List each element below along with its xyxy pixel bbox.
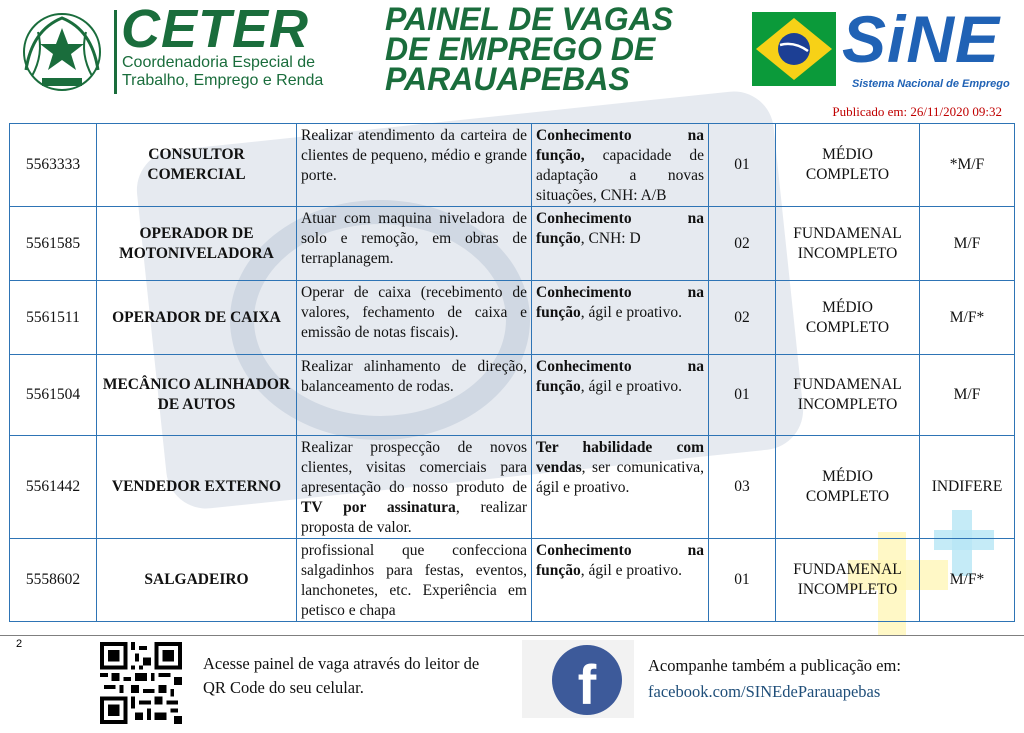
job-education: FUNDAMENAL INCOMPLETO — [776, 207, 920, 281]
job-code: 5561585 — [10, 207, 97, 281]
job-education: MÉDIO COMPLETO — [776, 124, 920, 207]
table-row — [10, 355, 1015, 436]
job-requirements-bold: Ter habilidade com vendas — [536, 439, 704, 476]
job-requirements-bold: Conhecimento na função — [536, 210, 704, 247]
published-date: Publicado em: 26/11/2020 09:32 — [832, 104, 1002, 119]
job-quantity: 02 — [709, 207, 776, 281]
table-row — [10, 436, 1015, 539]
job-description — [297, 436, 532, 539]
job-requirements-bold: Conhecimento na função — [536, 284, 704, 321]
header-divider — [114, 10, 117, 94]
job-education: MÉDIO COMPLETO — [776, 281, 920, 355]
job-requirements-rest: , ágil e proativo. — [580, 562, 682, 579]
job-education: MÉDIO COMPLETO — [776, 436, 920, 539]
job-title: SALGADEIRO — [97, 539, 297, 622]
job-sex: INDIFERE — [920, 436, 1015, 539]
job-requirements — [532, 539, 709, 622]
job-requirements-rest: , ágil e proativo. — [580, 378, 682, 395]
job-requirements-rest: , ágil e proativo. — [580, 304, 682, 321]
facebook-link[interactable]: facebook.com/SINEdeParauapebas — [648, 682, 881, 701]
job-code: 5561504 — [10, 355, 97, 436]
job-quantity: 01 — [709, 355, 776, 436]
state-seal-icon — [18, 10, 106, 94]
job-quantity: 01 — [709, 124, 776, 207]
page-title-line2: DE EMPREGO DE — [385, 31, 656, 67]
job-requirements — [532, 124, 709, 207]
table-row — [10, 207, 1015, 281]
job-description-bold: TV por assinatura — [301, 499, 456, 516]
job-requirements — [532, 436, 709, 539]
ceter-subtitle-line2: Trabalho, Emprego e Renda — [122, 72, 324, 89]
job-education: FUNDAMENAL INCOMPLETO — [776, 539, 920, 622]
sine-logo-subtitle: Sistema Nacional de Emprego — [852, 78, 1010, 90]
job-sex: *M/F — [920, 124, 1015, 207]
job-requirements-bold: Conhecimento na função — [536, 542, 704, 579]
job-title: CONSULTOR COMERCIAL — [97, 124, 297, 207]
job-requirements-rest: , ser comunicativa, ágil e proativo. — [536, 459, 704, 496]
ceter-subtitle — [122, 54, 323, 90]
job-quantity: 01 — [709, 539, 776, 622]
job-title: VENDEDOR EXTERNO — [97, 436, 297, 539]
job-description: Realizar alinhamento de direção, balanceamento de rodas. — [297, 355, 532, 436]
job-title: MECÂNICO ALINHADOR DE AUTOS — [97, 355, 297, 436]
job-quantity: 03 — [709, 436, 776, 539]
page-title-line1: PAINEL DE VAGAS — [385, 1, 674, 37]
table-row — [10, 124, 1015, 207]
job-description-pre: Realizar prospecção de novos clientes, visitas comerciais para apresentação do nosso produto de — [301, 439, 527, 496]
job-code: 5561511 — [10, 281, 97, 355]
job-requirements-rest: capacidade de adaptação a novas situações, CNH: A/B — [536, 147, 704, 204]
brazil-flag-icon — [752, 12, 836, 86]
ceter-logo-title: CETER — [121, 0, 310, 59]
job-description: Operar de caixa (recebimento de valores, fechamento de caixa e emissão de notas fiscais). — [297, 281, 532, 355]
page-title — [385, 1, 715, 97]
job-quantity: 02 — [709, 281, 776, 355]
page-header — [0, 0, 1024, 120]
job-sex: M/F* — [920, 281, 1015, 355]
job-description: profissional que confecciona salgadinhos para festas, eventos, lanchonetes, etc. Experiência em petisco e chapa — [297, 539, 532, 622]
job-sex: M/F — [920, 355, 1015, 436]
table-row — [10, 539, 1015, 622]
job-code: 5563333 — [10, 124, 97, 207]
job-sex: M/F* — [920, 539, 1015, 622]
job-requirements — [532, 355, 709, 436]
table-row — [10, 281, 1015, 355]
job-title: OPERADOR DE CAIXA — [97, 281, 297, 355]
job-requirements — [532, 281, 709, 355]
job-education: FUNDAMENAL INCOMPLETO — [776, 355, 920, 436]
footer-divider — [0, 635, 1024, 636]
qr-code-icon[interactable] — [100, 642, 182, 724]
sine-logo-title: SiNE — [842, 2, 1001, 76]
job-description: Realizar atendimento da carteira de clientes de pequeno, médio e grande porte. — [297, 124, 532, 207]
job-requirements — [532, 207, 709, 281]
job-requirements-rest: , CNH: D — [580, 230, 641, 247]
facebook-caption: Acompanhe também a publicação em: — [648, 656, 901, 675]
job-sex: M/F — [920, 207, 1015, 281]
job-requirements-bold: Conhecimento na função, — [536, 127, 704, 164]
job-code: 5558602 — [10, 539, 97, 622]
job-requirements-bold: Conhecimento na função — [536, 358, 704, 395]
job-code: 5561442 — [10, 436, 97, 539]
job-description-post: , realizar proposta de valor. — [301, 499, 527, 536]
job-title: OPERADOR DE MOTONIVELADORA — [97, 207, 297, 281]
job-vacancies-table — [9, 123, 1015, 622]
facebook-icon[interactable]: f — [552, 645, 622, 715]
page-number: 2 — [16, 638, 23, 650]
job-description: Atuar com maquina niveladora de solo e remoção, em obras de terraplanagem. — [297, 207, 532, 281]
page-title-line3: PARAUAPEBAS — [385, 61, 630, 97]
ceter-subtitle-line1: Coordenadoria Especial de — [122, 54, 316, 71]
qr-instructions: Acesse painel de vaga através do leitor de QR Code do seu celular. — [203, 654, 480, 697]
